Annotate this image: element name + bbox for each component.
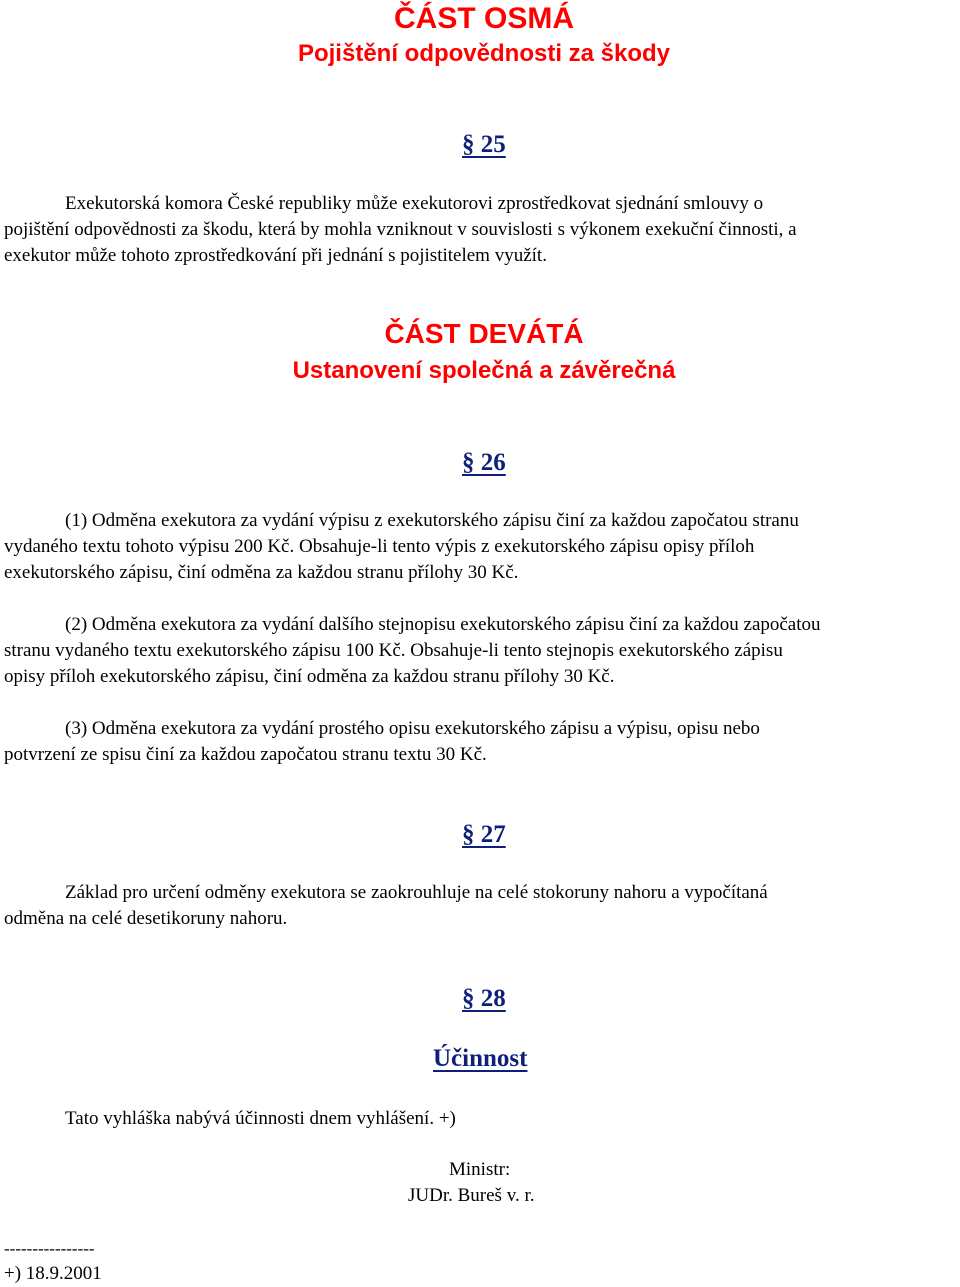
section-28-heading: § 28 — [462, 985, 506, 1012]
footnote-text: +) 18.9.2001 — [4, 1263, 102, 1284]
section-25-heading: § 25 — [462, 131, 506, 158]
section-25-line: Exekutorská komora České republiky může exekutorovi zprostředkovat sjednání smlouvy o — [65, 193, 764, 214]
part-eight-subtitle: Pojištění odpovědnosti za škody — [297, 40, 671, 67]
section-26-heading: § 26 — [462, 449, 506, 476]
paragraph-line: (2) Odměna exekutora za vydání dalšího stejnopisu exekutorského zápisu činí za každou započatou — [65, 614, 821, 635]
paragraph-line: potvrzení ze spisu činí za každou započatou stranu textu 30 Kč. — [4, 744, 487, 765]
paragraph-line: stranu vydaného textu exekutorského zápisu 100 Kč. Obsahuje-li tento stejnopis exekutorského zápisu — [4, 640, 783, 661]
section-28-title: Účinnost — [433, 1045, 528, 1072]
paragraph-line: vydaného textu tohoto výpisu 200 Kč. Obsahuje-li tento výpis z exekutorského zápisu opisy příloh — [4, 536, 755, 557]
section-28-text: Tato vyhláška nabývá účinnosti dnem vyhlášení. +) — [65, 1108, 456, 1129]
signature-name: JUDr. Bureš v. r. — [408, 1185, 535, 1206]
part-nine-title: ČÁST DEVÁTÁ — [384, 318, 584, 349]
section-25-line: pojištění odpovědnosti za škodu, která by mohla vzniknout v souvislosti s výkonem exekuční činnosti, a — [4, 219, 797, 240]
section-27-line: odměna na celé desetikoruny nahoru. — [4, 908, 288, 929]
footnote-separator: ---------------- — [4, 1239, 95, 1258]
part-eight-title: ČÁST OSMÁ — [394, 2, 574, 35]
signature-role: Ministr: — [449, 1159, 511, 1180]
section-25-line: exekutor může tohoto zprostředkování při jednání s pojistitelem využít. — [4, 245, 547, 266]
paragraph-line: opisy příloh exekutorského zápisu, činí odměna za každou stranu přílohy 30 Kč. — [4, 666, 615, 687]
section-27-line: Základ pro určení odměny exekutora se zaokrouhluje na celé stokoruny nahoru a vypočítaná — [65, 882, 768, 903]
paragraph-line: (3) Odměna exekutora za vydání prostého opisu exekutorského zápisu a výpisu, opisu nebo — [65, 718, 760, 739]
part-nine-subtitle: Ustanovení společná a závěrečná — [292, 357, 676, 384]
section-27-heading: § 27 — [462, 821, 506, 848]
paragraph-line: (1) Odměna exekutora za vydání výpisu z exekutorského zápisu činí za každou započatou stranu — [65, 510, 799, 531]
paragraph-line: exekutorského zápisu, činí odměna za každou stranu přílohy 30 Kč. — [4, 562, 519, 583]
